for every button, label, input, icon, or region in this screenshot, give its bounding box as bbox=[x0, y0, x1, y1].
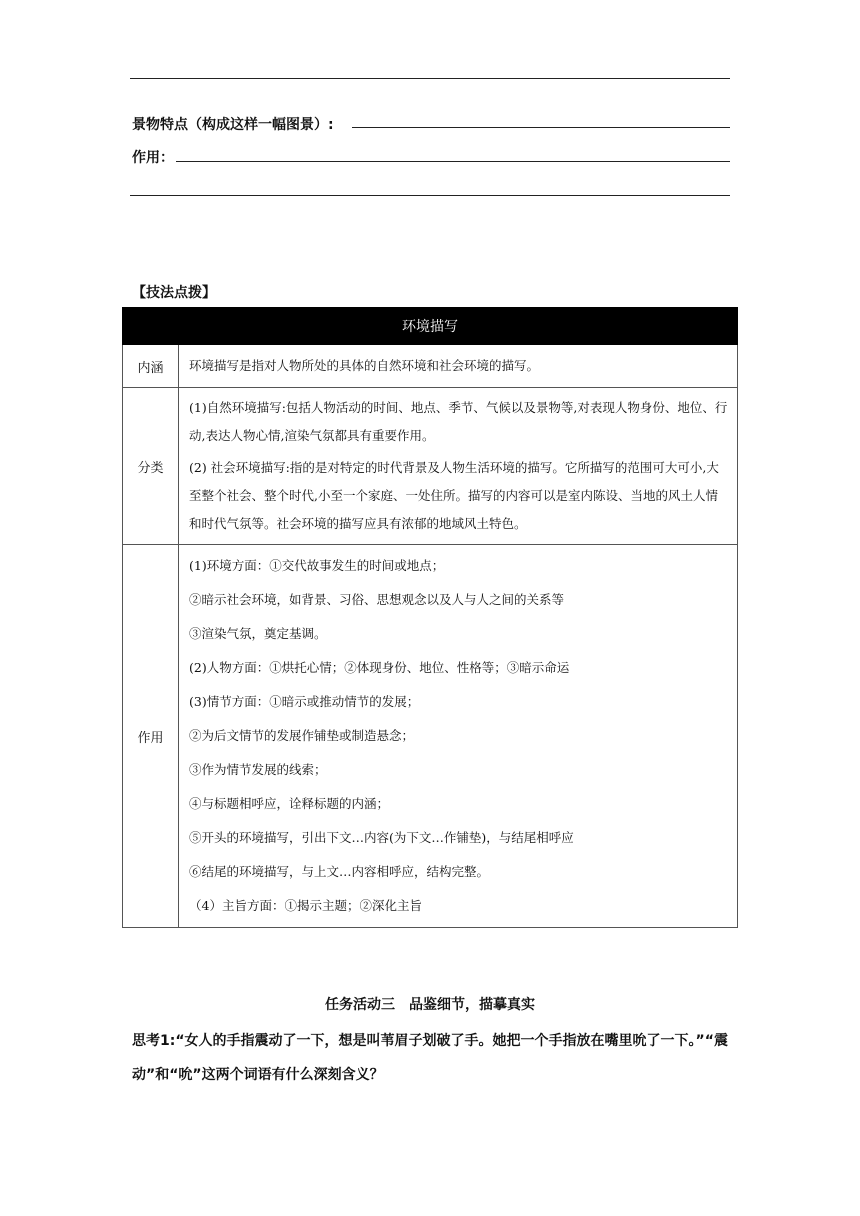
table-row bbox=[123, 545, 738, 928]
effect-line: (1)环境方面：①交代故事发生的时间或地点； bbox=[189, 558, 445, 573]
category-social-text: (2) 社会环境描写:指的是对特定的时代背景及人物生活环境的描写。它所描写的范围可大可小,大至整个社会、整个时代,小至一个家庭、一处住所。描写的内容可以是室内陈设、当地的风土人情和时代气氛等。社会环境的描写应具有浓郁的地域风土特色。 bbox=[189, 460, 719, 531]
table-row bbox=[123, 345, 738, 388]
effect-label: 作用： bbox=[132, 150, 174, 166]
environment-description-table bbox=[122, 307, 738, 928]
scenery-feature-label: 景物特点（构成这样一幅图景）: bbox=[132, 117, 334, 133]
row-content-connotation bbox=[179, 345, 738, 388]
effect-line: ⑤开头的环境描写，引出下文…内容(为下文…作铺垫)，与结尾相呼应 bbox=[189, 830, 574, 845]
effect-line: ③作为情节发展的线索； bbox=[189, 762, 327, 777]
row-head-connotation: 内涵 bbox=[123, 345, 179, 388]
connotation-text: 环境描写是指对人物所处的具体的自然环境和社会环境的描写。 bbox=[189, 358, 540, 373]
effect-line: ②为后文情节的发展作铺垫或制造悬念； bbox=[189, 728, 415, 743]
technique-tips-title: 【技法点拨】 bbox=[132, 285, 216, 301]
effect-line: ④与标题相呼应，诠释标题的内涵； bbox=[189, 796, 390, 811]
scenery-answer-line[interactable] bbox=[352, 127, 730, 128]
table-row bbox=[123, 388, 738, 545]
thinking-question: 思考1:“女人的手指震动了一下，想是叫苇眉子划破了手。她把一个手指放在嘴里吮了一下。”“震动”和“吮”这两个词语有什么深刻含义？ bbox=[132, 1033, 728, 1083]
row-head-category: 分类 bbox=[123, 388, 179, 545]
effect-answer-line[interactable] bbox=[176, 161, 730, 162]
answer-line-bottom[interactable] bbox=[130, 195, 730, 196]
table-header: 环境描写 bbox=[123, 308, 738, 345]
row-content-effect bbox=[179, 545, 738, 928]
effect-line: (2)人物方面：①烘托心情；②体现身份、地位、性格等；③暗示命运 bbox=[189, 660, 570, 675]
row-content-category bbox=[179, 388, 738, 545]
effect-line: (3)情节方面：①暗示或推动情节的发展； bbox=[189, 694, 420, 709]
task-activity-title: 任务活动三 品鉴细节，描摹真实 bbox=[325, 997, 535, 1013]
category-natural-text: (1)自然环境描写:包括人物活动的时间、地点、季节、气候以及景物等,对表现人物身份、地位、行动,表达人物心情,渲染气氛都具有重要作用。 bbox=[189, 400, 728, 443]
effect-line: ⑥结尾的环境描写，与上文…内容相呼应，结构完整。 bbox=[189, 864, 490, 879]
effect-line: ②暗示社会环境，如背景、习俗、思想观念以及人与人之间的关系等 bbox=[189, 592, 565, 607]
answer-line-top bbox=[130, 78, 730, 79]
row-head-effect: 作用 bbox=[123, 545, 179, 928]
effect-line: （4）主旨方面：①揭示主题；②深化主旨 bbox=[189, 898, 422, 913]
effect-line: ③渲染气氛，奠定基调。 bbox=[189, 626, 327, 641]
